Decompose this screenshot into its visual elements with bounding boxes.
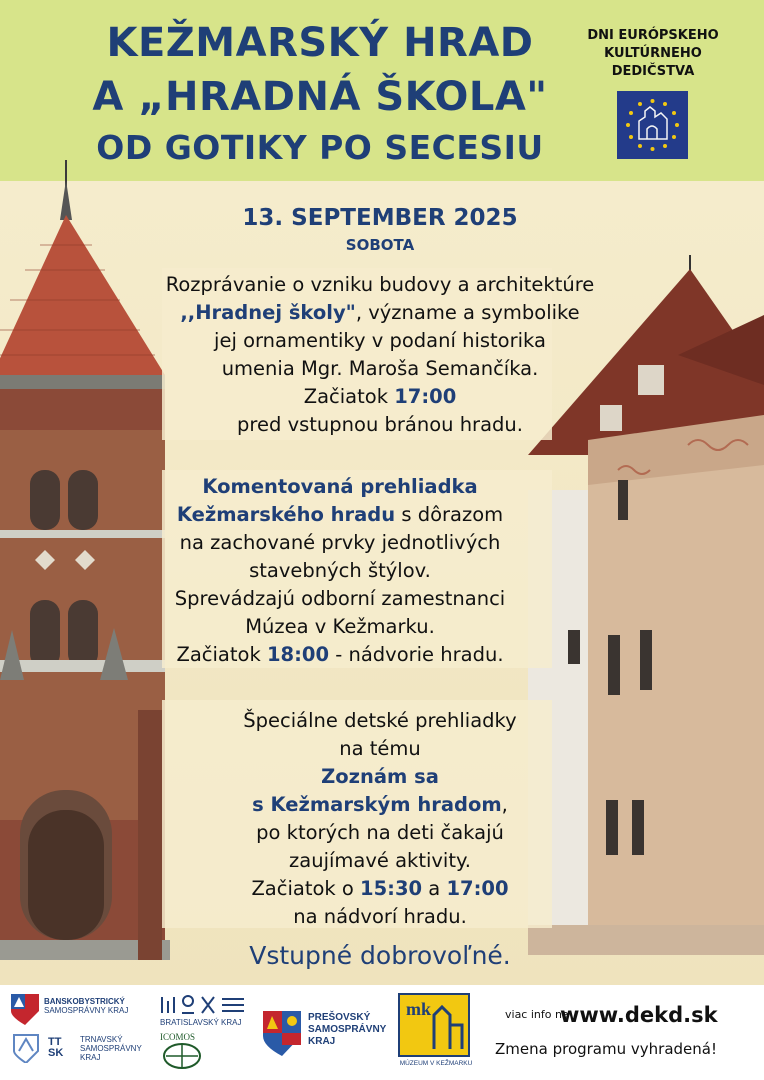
icomos-label: ICOMOS [160, 1032, 196, 1042]
p2-highlight: Kežmarského hradu [176, 503, 396, 526]
museum-mark: mk [406, 999, 432, 1019]
p3-highlight: Zoznám sa [321, 765, 439, 788]
bsk-symbols-icon [160, 993, 248, 1015]
p2-line: stavebných štýlov. [249, 559, 431, 582]
p2-highlight: Komentovaná prehliadka [202, 475, 478, 498]
event-day: SOBOTA [345, 236, 415, 254]
p2-line: na zachované prvky jednotlivých [179, 531, 501, 554]
website-link[interactable]: www.dekd.sk [560, 1003, 718, 1027]
p2-line [130, 501, 550, 529]
program-change-note: Zmena programu vyhradená! [495, 1040, 717, 1058]
icomos-globe-icon [162, 1043, 202, 1069]
p1-highlight: ,,Hradnej školy" [180, 301, 356, 324]
bbsk-line-2: SAMOSPRÁVNY KRAJ [44, 1006, 129, 1015]
admission-note: Vstupné dobrovoľné. [249, 941, 511, 970]
ttsk-emblem-icon [12, 1033, 40, 1063]
p2-line [130, 641, 550, 669]
p1-line [110, 299, 650, 327]
p1-line: Rozprávanie o vzniku budovy a architektúre [165, 273, 595, 296]
p3-text: a [422, 877, 447, 900]
p1-line [110, 383, 650, 411]
p3-time: 17:00 [446, 877, 509, 900]
p3-line: na nádvorí hradu. [293, 905, 467, 928]
lecture-description [110, 271, 650, 439]
psk-coat-of-arms-icon [262, 1010, 302, 1056]
tt-line-1: TRNAVSKÝ [80, 1035, 123, 1044]
p3-text: , [501, 793, 508, 816]
p2-line: Múzea v Kežmarku. [245, 615, 435, 638]
p3-highlight: s Kežmarským hradom [252, 793, 502, 816]
title-line-2: A „HRADNÁ ŠKOLA" [92, 74, 548, 120]
p1-line: pred vstupnou bránou hradu. [237, 413, 523, 436]
museum-emblem-icon [398, 993, 470, 1057]
p3-time: 15:30 [360, 877, 423, 900]
badge-line-3: DEDIČSTVA [611, 64, 695, 79]
p1-line: jej ornamentiky v podaní historika [214, 329, 546, 352]
p3-line: zaujímavé aktivity. [289, 849, 471, 872]
p3-line: na tému [339, 737, 421, 760]
event-date: 13. SEPTEMBER 2025 [242, 205, 518, 231]
tt-line-3: KRAJ [80, 1053, 101, 1062]
p1-line: umenia Mgr. Maroša Semančíka. [221, 357, 539, 380]
heritage-days-label [578, 27, 728, 81]
title-line-1: KEŽMARSKÝ HRAD [106, 20, 534, 66]
p1-time: 17:00 [394, 385, 457, 408]
bsk-label: BRATISLAVSKÝ KRAJ [160, 1018, 242, 1027]
p1-text: Začiatok [303, 385, 395, 408]
psk-line-1: PREŠOVSKÝ [308, 1012, 371, 1023]
p3-line [180, 875, 580, 903]
title-line-3: OD GOTIKY PO SECESIU [96, 128, 544, 167]
p3-line [180, 791, 580, 819]
p1-text: , význame a symbolike [355, 301, 580, 324]
museum-label: MÚZEUM V KEŽMARKU [399, 1060, 473, 1067]
eu-heritage-flag-icon [617, 91, 688, 159]
p2-line: Sprevádzajú odborní zamestnanci [174, 587, 506, 610]
p2-text: s dôrazom [395, 503, 504, 526]
more-info-label: viac info na [505, 1008, 569, 1021]
tt-line-2: SAMOSPRÁVNY [80, 1044, 142, 1053]
p2-text: - nádvorie hradu. [329, 643, 504, 666]
psk-line-2: SAMOSPRÁVNY [308, 1024, 387, 1035]
p2-text: Začiatok [176, 643, 267, 666]
p3-line: po ktorých na deti čakajú [256, 821, 504, 844]
badge-line-1: DNI EURÓPSKEHO [587, 28, 719, 43]
ttsk-mark: TT SK [48, 1036, 64, 1059]
bbsk-shield-icon [10, 993, 40, 1025]
psk-line-3: KRAJ [308, 1036, 336, 1047]
p2-time: 18:00 [266, 643, 330, 666]
tour-description [130, 473, 550, 669]
p3-line: Špeciálne detské prehliadky [243, 709, 517, 732]
bbsk-line-1: BANSKOBYSTRICKÝ [44, 997, 125, 1006]
p3-text: Začiatok o [251, 877, 361, 900]
badge-line-2: KULTÚRNEHO [604, 46, 702, 61]
kids-tour-description [180, 707, 580, 931]
